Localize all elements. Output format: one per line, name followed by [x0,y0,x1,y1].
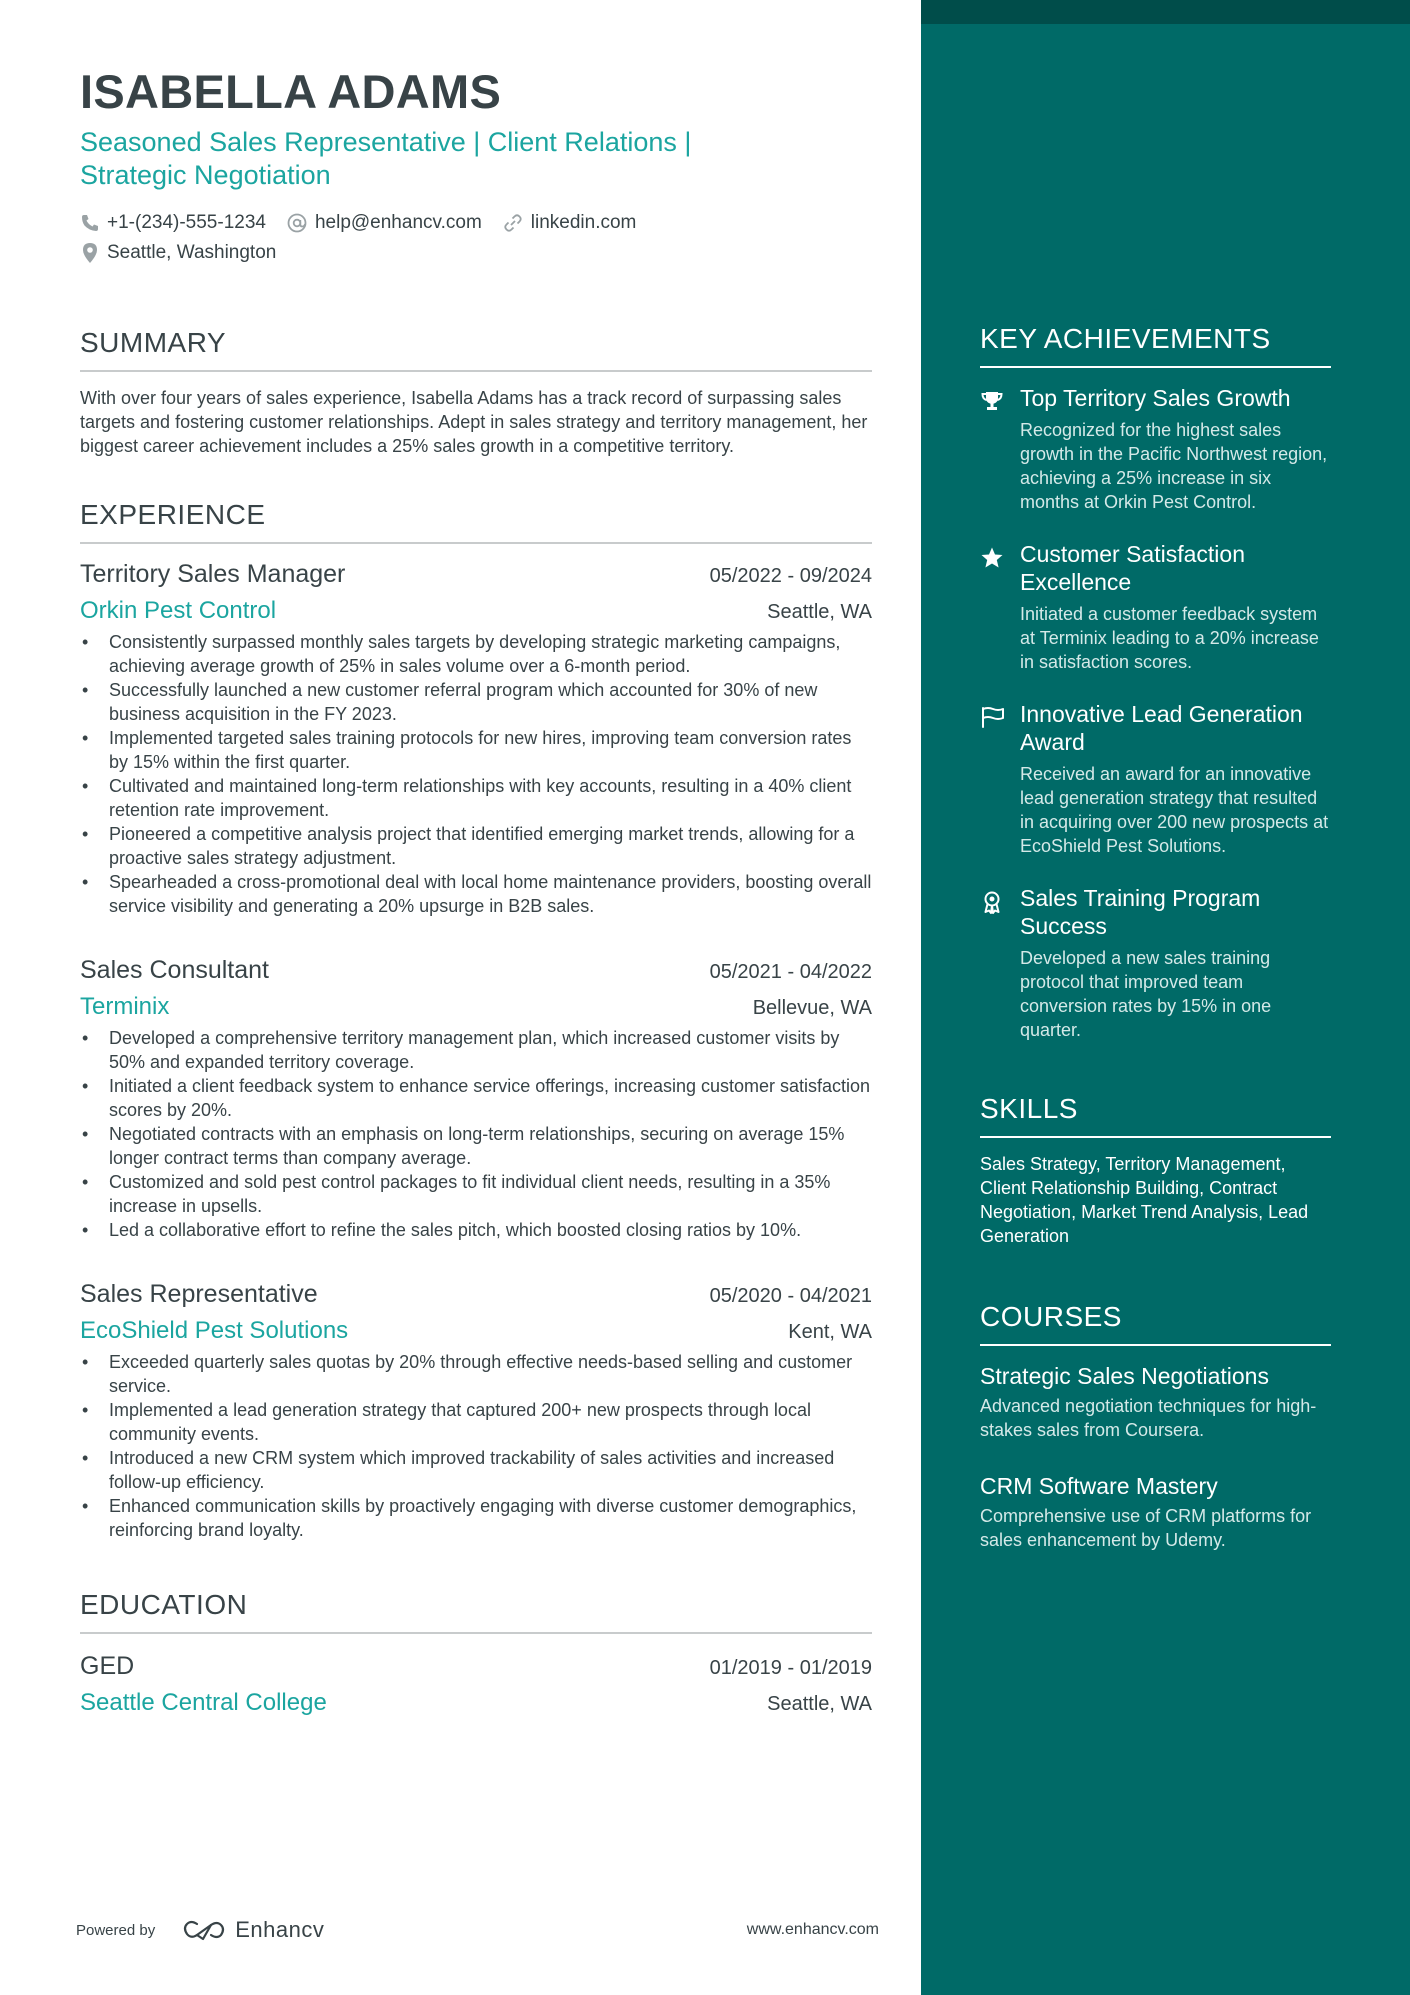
job-location: Bellevue, WA [752,997,872,1019]
achievement-title: Innovative Lead Generation Award [1020,701,1303,755]
phone-text: +1-(234)-555-1234 [107,212,266,233]
education-section [80,1588,872,1718]
sidebar-top-bar [921,0,1410,24]
job-bullet: • Enhanced communication skills by proactively engaging with diverse customer demographics, reinforcing brand loyalty. [80,1494,872,1542]
achievement-description: Initiated a customer feedback system at Terminix leading to a 20% increase in satisfaction scores. [1020,604,1319,672]
job-bullet: • Developed a comprehensive territory management plan, which increased customer visits by 50% and expanded territory coverage. [80,1026,872,1074]
contact-location [80,242,276,264]
achievement-title: Sales Training Program Success [1020,885,1261,939]
job-dates: 05/2021 - 04/2022 [709,961,872,983]
skills-list: Sales Strategy, Territory Management, Client Relationship Building, Contract Negotiation, Market Trend Analysis, Lead Generation [980,1154,1309,1246]
course-description: Advanced negotiation techniques for high-stakes sales from Coursera. [980,1396,1317,1440]
email-text: help@enhancv.com [314,212,482,233]
achievement-description: Received an award for an innovative lead generation strategy that resulted in acquiring over 200 new prospects at EcoShield Pest Solutions. [1020,764,1329,856]
job-role: Sales Representative [80,1280,318,1308]
job-bullet: • Implemented a lead generation strategy that captured 200+ new prospects through local community events. [80,1398,872,1446]
course-title: CRM Software Mastery [980,1473,1218,1499]
job-dates: 05/2022 - 09/2024 [709,565,872,587]
course-item [980,1472,1331,1552]
achievement-item [980,700,1331,858]
job-entry [80,1278,872,1542]
achievements-section [980,322,1331,1042]
location-text: Seattle, Washington [107,242,277,263]
award-icon [980,890,1004,914]
job-company: Terminix [80,993,170,1020]
job-dates: 05/2020 - 04/2021 [709,1285,872,1307]
job-company: EcoShield Pest Solutions [80,1317,349,1344]
degree: GED [80,1652,135,1680]
job-bullet: • Customized and sold pest control packages to fit individual client needs, resulting in a 35% increase in upsells. [80,1170,872,1218]
candidate-title [80,126,780,192]
sidebar [921,0,1410,1995]
achievement-item [980,384,1331,514]
achievement-description: Developed a new sales training protocol that improved team conversion rates by 15% in one quarter. [1020,948,1272,1040]
brand-logo[interactable] [181,1917,324,1943]
job-bullet: • Exceeded quarterly sales quotas by 20% through effective needs-based selling and customer service. [80,1350,872,1398]
job-bullet: • Implemented targeted sales training protocols for new hires, improving team conversion rates by 15% within the first quarter. [80,726,872,774]
job-location: Seattle, WA [767,601,872,623]
job-bullet: • Consistently surpassed monthly sales targets by developing strategic marketing campaigns, achieving average growth of 25% in sales volume over a 6-month period. [80,630,872,678]
job-bullet: • Pioneered a competitive analysis project that identified emerging market trends, allowing for a proactive sales strategy adjustment. [80,822,872,870]
course-title: Strategic Sales Negotiations [980,1363,1269,1389]
enhancv-logo-icon [181,1918,227,1942]
contact-phone[interactable] [80,212,266,234]
experience-heading: EXPERIENCE [80,498,872,544]
achievement-title: Customer Satisfaction Excellence [1020,541,1245,595]
job-bullet: • Led a collaborative effort to refine the sales pitch, which boosted closing ratios by 10%. [80,1218,872,1242]
experience-section [80,498,872,1542]
contact-link[interactable] [502,212,637,234]
job-bullet: • Initiated a client feedback system to enhance service offerings, increasing customer satisfaction scores by 20%. [80,1074,872,1122]
achievement-title: Top Territory Sales Growth [1020,385,1291,411]
job-bullet: • Negotiated contracts with an emphasis on long-term relationships, securing on average 15% longer contract terms than company average. [80,1122,872,1170]
powered-by-label: Powered by [76,1921,156,1939]
footer [76,1910,879,1950]
skills-heading: SKILLS [980,1092,1331,1138]
job-bullets [80,1350,872,1542]
title-line-2: Strategic Negotiation [80,160,331,190]
job-bullet: • Introduced a new CRM system which improved trackability of sales activities and increased follow-up efficiency. [80,1446,872,1494]
courses-section [980,1300,1331,1552]
contact-info [80,208,921,268]
link-icon [502,212,524,234]
job-entry [80,558,872,918]
job-location: Kent, WA [788,1321,872,1343]
location-pin-icon [80,242,100,264]
resume-header [80,64,921,268]
summary-text: With over four years of sales experience, Isabella Adams has a track record of surpassing sales targets and fostering customer relationships. Adept in sales strategy and territory management, her biggest career achievement includes a 25% sales growth in a competitive territory. [80,388,868,456]
summary-heading: SUMMARY [80,326,872,372]
job-role: Sales Consultant [80,956,270,984]
job-bullet: • Successfully launched a new customer referral program which accounted for 30% of new business acquisition in the FY 2023. [80,678,872,726]
job-bullets [80,1026,872,1242]
job-bullets [80,630,872,918]
achievement-item [980,540,1331,674]
education-entry [80,1650,872,1718]
brand-name: Enhancv [235,1917,325,1942]
flag-icon [980,706,1006,728]
footer-website[interactable]: www.enhancv.com [746,1921,879,1938]
job-bullet: • Spearheaded a cross-promotional deal with local home maintenance providers, boosting overall service visibility and generating a 20% upsurge in B2B sales. [80,870,872,918]
job-company: Orkin Pest Control [80,597,277,624]
star-icon [980,546,1004,570]
powered-by [76,1917,324,1943]
title-line-1: Seasoned Sales Representative | Client Relations | [80,127,692,157]
skills-section [980,1092,1331,1248]
summary-section [80,326,872,458]
courses-heading: COURSES [980,1300,1331,1346]
link-text: linkedin.com [530,212,637,233]
phone-icon [80,213,100,233]
school-location: Seattle, WA [767,1693,872,1715]
education-dates: 01/2019 - 01/2019 [709,1657,872,1679]
achievement-description: Recognized for the highest sales growth in the Pacific Northwest region, achieving a 25% increase in six months at Orkin Pest Control. [1020,420,1328,512]
school-name: Seattle Central College [80,1689,327,1716]
education-heading: EDUCATION [80,1588,872,1634]
contact-email[interactable] [286,212,482,234]
job-bullet: • Cultivated and maintained long-term relationships with key accounts, resulting in a 40% client retention rate improvement. [80,774,872,822]
sidebar-content [980,322,1331,1552]
achievement-item [980,884,1331,1042]
job-entry [80,954,872,1242]
job-role: Territory Sales Manager [80,560,346,588]
course-description: Comprehensive use of CRM platforms for sales enhancement by Udemy. [980,1506,1312,1550]
course-item [980,1362,1331,1442]
candidate-name: ISABELLA ADAMS [80,65,502,118]
achievements-heading: KEY ACHIEVEMENTS [980,322,1331,368]
trophy-icon [980,390,1004,412]
at-icon [286,212,308,234]
